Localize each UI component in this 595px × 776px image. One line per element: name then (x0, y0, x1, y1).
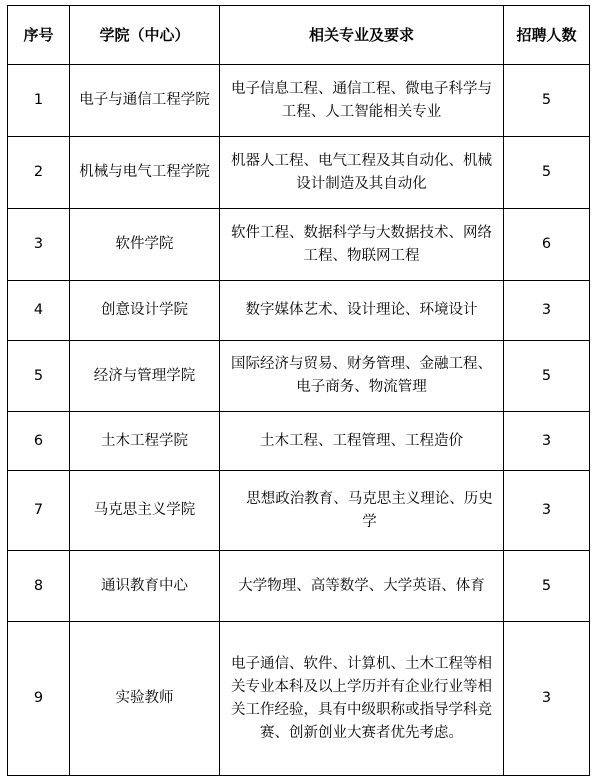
row-college: 土木工程学院 (70, 412, 220, 471)
row-major: 国际经济与贸易、财务管理、金融工程、电子商务、物流管理 (220, 341, 504, 412)
header-no: 序号 (8, 6, 70, 65)
row-count: 5 (504, 341, 590, 412)
row-count: 6 (504, 209, 590, 281)
header-count: 招聘人数 (504, 6, 590, 65)
row-no: 5 (8, 341, 70, 412)
table-row (8, 65, 590, 137)
row-college: 软件学院 (70, 209, 220, 281)
header-college: 学院（中心） (70, 6, 220, 65)
row-no: 8 (8, 551, 70, 622)
row-college: 电子与通信工程学院 (70, 65, 220, 137)
table-row (8, 412, 590, 471)
row-no: 9 (8, 622, 70, 776)
row-major: 思想政治教育、马克思主义理论、历史学 (220, 471, 504, 551)
row-no: 2 (8, 137, 70, 209)
row-college: 通识教育中心 (70, 551, 220, 622)
row-count: 5 (504, 65, 590, 137)
row-no: 6 (8, 412, 70, 471)
row-college: 创意设计学院 (70, 281, 220, 341)
row-count: 3 (504, 622, 590, 776)
row-major: 数字媒体艺术、设计理论、环境设计 (220, 281, 504, 341)
row-count: 5 (504, 551, 590, 622)
row-major: 土木工程、工程管理、工程造价 (220, 412, 504, 471)
row-college: 实验教师 (70, 622, 220, 776)
row-major: 软件工程、数据科学与大数据技术、网络工程、物联网工程 (220, 209, 504, 281)
row-no: 3 (8, 209, 70, 281)
row-count: 3 (504, 412, 590, 471)
header-major: 相关专业及要求 (220, 6, 504, 65)
row-count: 5 (504, 137, 590, 209)
row-major: 大学物理、高等数学、大学英语、体育 (220, 551, 504, 622)
table-row (8, 622, 590, 776)
table-row (8, 341, 590, 412)
table-row (8, 551, 590, 622)
row-major: 电子通信、软件、计算机、土木工程等相关专业本科及以上学历并有企业行业等相关工作经验，具有中级职称或指导学科竞赛、创新创业大赛者优先考虑。 (220, 622, 504, 776)
row-count: 3 (504, 281, 590, 341)
row-college: 马克思主义学院 (70, 471, 220, 551)
row-college: 机械与电气工程学院 (70, 137, 220, 209)
table-row (8, 471, 590, 551)
row-count: 3 (504, 471, 590, 551)
row-no: 4 (8, 281, 70, 341)
table-row (8, 137, 590, 209)
header-row (8, 6, 590, 65)
table-row (8, 281, 590, 341)
row-no: 1 (8, 65, 70, 137)
row-major: 机器人工程、电气工程及其自动化、机械设计制造及其自动化 (220, 137, 504, 209)
row-college: 经济与管理学院 (70, 341, 220, 412)
row-no: 7 (8, 471, 70, 551)
recruitment-table (7, 5, 590, 776)
table-row (8, 209, 590, 281)
row-major: 电子信息工程、通信工程、微电子科学与工程、人工智能相关专业 (220, 65, 504, 137)
